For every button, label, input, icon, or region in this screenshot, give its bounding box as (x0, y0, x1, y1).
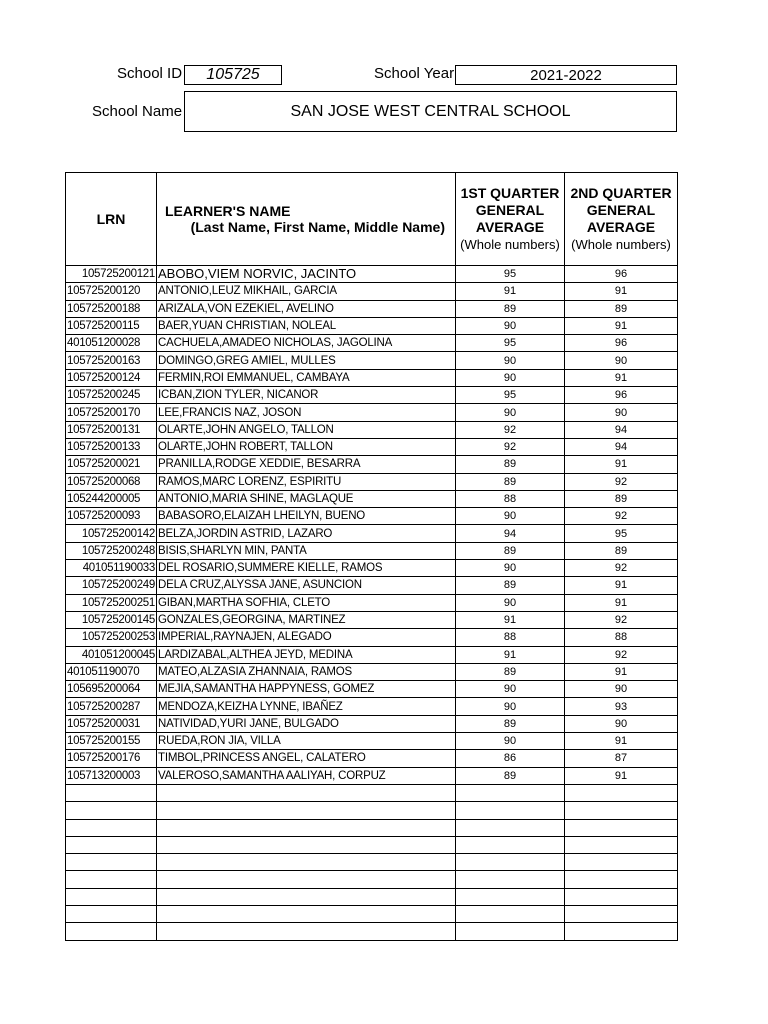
table-row (66, 438, 678, 455)
q2-average-cell[interactable]: 89 (565, 542, 678, 559)
empty-cell[interactable] (66, 854, 157, 871)
lrn-cell[interactable]: 401051190033 (66, 560, 157, 577)
empty-cell[interactable] (456, 905, 565, 922)
lrn-cell[interactable]: 105244200005 (66, 490, 157, 507)
q2-average-cell[interactable]: 88 (565, 629, 678, 646)
q1-average-cell[interactable]: 90 (456, 369, 565, 386)
school-id-field[interactable]: 105725 (184, 65, 282, 85)
learner-name-cell[interactable]: MENDOZA,KEIZHA LYNNE, IBAÑEZ (157, 698, 456, 715)
empty-cell[interactable] (456, 854, 565, 871)
q2-average-cell[interactable]: 91 (565, 594, 678, 611)
table-row (66, 300, 678, 317)
q2-average-cell[interactable]: 92 (565, 611, 678, 628)
learner-name-cell[interactable]: ANTONIO,MARIA SHINE, MAGLAQUE (157, 490, 456, 507)
learner-name-cell[interactable]: BAER,YUAN CHRISTIAN, NOLEAL (157, 317, 456, 334)
q2-average-cell[interactable]: 89 (565, 490, 678, 507)
empty-row (66, 784, 678, 801)
empty-row (66, 854, 678, 871)
learner-name-cell[interactable]: CACHUELA,AMADEO NICHOLAS, JAGOLINA (157, 335, 456, 352)
learner-name-cell[interactable]: PRANILLA,RODGE XEDDIE, BESARRA (157, 456, 456, 473)
lrn-cell[interactable]: 105725200115 (66, 317, 157, 334)
q1-average-cell[interactable]: 89 (456, 300, 565, 317)
learner-name-cell[interactable]: MEJIA,SAMANTHA HAPPYNESS, GOMEZ (157, 681, 456, 698)
school-name-label: School Name (92, 103, 183, 120)
lrn-cell[interactable]: 105725200249 (66, 577, 157, 594)
lrn-cell[interactable]: 105725200188 (66, 300, 157, 317)
empty-row (66, 802, 678, 819)
table-row (66, 335, 678, 352)
q1-average-cell[interactable]: 91 (456, 611, 565, 628)
empty-cell[interactable] (565, 871, 678, 888)
empty-row (66, 836, 678, 853)
school-year-field[interactable]: 2021-2022 (455, 65, 677, 85)
learner-name-cell[interactable]: MATEO,ALZASIA ZHANNAIA, RAMOS (157, 663, 456, 680)
table-row (66, 594, 678, 611)
empty-cell[interactable] (157, 888, 456, 905)
table-row (66, 283, 678, 300)
empty-cell[interactable] (66, 923, 157, 940)
table-row (66, 490, 678, 507)
empty-cell[interactable] (456, 819, 565, 836)
table-row (66, 560, 678, 577)
lrn-cell[interactable]: 105725200248 (66, 542, 157, 559)
learner-name-cell[interactable]: DOMINGO,GREG AMIEL, MULLES (157, 352, 456, 369)
grade-rows (66, 266, 678, 941)
table-row (66, 646, 678, 663)
q2-average-cell[interactable]: 91 (565, 317, 678, 334)
lrn-cell[interactable]: 105725200251 (66, 594, 157, 611)
empty-cell[interactable] (157, 905, 456, 922)
learner-name-cell[interactable]: ABOBO,VIEM NORVIC, JACINTO (157, 266, 456, 283)
learner-name-cell[interactable]: OLARTE,JOHN ROBERT, TALLON (157, 438, 456, 455)
q1-average-cell[interactable]: 89 (456, 663, 565, 680)
learner-name-cell[interactable]: RAMOS,MARC LORENZ, ESPIRITU (157, 473, 456, 490)
learner-name-cell[interactable]: ARIZALA,VON EZEKIEL, AVELINO (157, 300, 456, 317)
grades-table (65, 172, 678, 941)
table-row (66, 369, 678, 386)
lrn-cell[interactable]: 105725200021 (66, 456, 157, 473)
lrn-cell[interactable]: 105725200145 (66, 611, 157, 628)
q2-header-line1: 2ND QUARTER (570, 185, 672, 201)
q1-average-cell[interactable]: 88 (456, 490, 565, 507)
empty-cell[interactable] (66, 836, 157, 853)
q1-average-cell[interactable]: 90 (456, 698, 565, 715)
lrn-cell[interactable]: 105725200121 (66, 266, 157, 283)
lrn-cell[interactable]: 105725200120 (66, 283, 157, 300)
column-header-name-format: (Last Name, First Name, Middle Name) (190, 219, 445, 235)
q2-average-cell[interactable]: 92 (565, 646, 678, 663)
table-row (66, 542, 678, 559)
q2-average-cell[interactable]: 90 (565, 681, 678, 698)
table-row (66, 629, 678, 646)
q1-average-cell[interactable]: 95 (456, 266, 565, 283)
lrn-cell[interactable]: 105725200253 (66, 629, 157, 646)
learner-name-cell[interactable]: ICBAN,ZION TYLER, NICANOR (157, 387, 456, 404)
lrn-cell[interactable]: 105725200031 (66, 715, 157, 732)
column-header-q1-average (456, 173, 565, 266)
q1-average-cell[interactable]: 91 (456, 646, 565, 663)
empty-cell[interactable] (66, 802, 157, 819)
empty-cell[interactable] (565, 905, 678, 922)
empty-cell[interactable] (565, 784, 678, 801)
learner-name-cell[interactable]: BABASORO,ELAIZAH LHEILYN, BUENO (157, 508, 456, 525)
q1-average-cell[interactable]: 89 (456, 767, 565, 784)
table-row (66, 508, 678, 525)
table-row (66, 611, 678, 628)
q2-average-cell[interactable]: 91 (565, 663, 678, 680)
learner-name-cell[interactable]: ANTONIO,LEUZ MIKHAIL, GARCIA (157, 283, 456, 300)
learner-name-cell[interactable]: OLARTE,JOHN ANGELO, TALLON (157, 421, 456, 438)
q1-average-cell[interactable]: 90 (456, 352, 565, 369)
table-row (66, 750, 678, 767)
learner-name-cell[interactable]: LARDIZABAL,ALTHEA JEYD, MEDINA (157, 646, 456, 663)
empty-cell[interactable] (66, 905, 157, 922)
lrn-cell[interactable]: 105725200068 (66, 473, 157, 490)
empty-row (66, 888, 678, 905)
empty-cell[interactable] (157, 854, 456, 871)
q1-average-cell[interactable]: 90 (456, 404, 565, 421)
empty-cell[interactable] (66, 784, 157, 801)
empty-cell[interactable] (565, 923, 678, 940)
school-id-label: School ID (117, 65, 183, 82)
q2-average-cell[interactable]: 91 (565, 456, 678, 473)
table-row (66, 715, 678, 732)
school-name-field[interactable]: SAN JOSE WEST CENTRAL SCHOOL (184, 91, 677, 132)
table-row (66, 733, 678, 750)
empty-cell[interactable] (157, 836, 456, 853)
q1-header-line1: 1ST QUARTER (460, 185, 560, 201)
empty-cell[interactable] (456, 784, 565, 801)
q1-average-cell[interactable]: 90 (456, 317, 565, 334)
learner-name-cell[interactable]: IMPERIAL,RAYNAJEN, ALEGADO (157, 629, 456, 646)
q1-average-cell[interactable]: 90 (456, 508, 565, 525)
table-row (66, 698, 678, 715)
table-row (66, 266, 678, 283)
q2-average-cell[interactable]: 95 (565, 525, 678, 542)
lrn-cell[interactable]: 105725200124 (66, 369, 157, 386)
learner-name-cell[interactable]: FERMIN,ROI EMMANUEL, CAMBAYA (157, 369, 456, 386)
q2-header-line2: GENERAL (586, 202, 656, 218)
q2-average-cell[interactable]: 96 (565, 266, 678, 283)
q1-average-cell[interactable]: 90 (456, 733, 565, 750)
q2-average-cell[interactable]: 90 (565, 404, 678, 421)
lrn-cell[interactable]: 105725200176 (66, 750, 157, 767)
lrn-cell[interactable]: 105725200155 (66, 733, 157, 750)
q1-average-cell[interactable]: 90 (456, 594, 565, 611)
q2-average-cell[interactable]: 87 (565, 750, 678, 767)
column-header-lrn: LRN (66, 173, 157, 266)
table-row (66, 387, 678, 404)
q1-average-cell[interactable]: 89 (456, 473, 565, 490)
empty-cell[interactable] (456, 871, 565, 888)
lrn-cell[interactable]: 105725200142 (66, 525, 157, 542)
q2-header-note: (Whole numbers) (571, 237, 671, 252)
empty-row (66, 819, 678, 836)
lrn-cell[interactable]: 105725200245 (66, 387, 157, 404)
q2-average-cell[interactable]: 91 (565, 767, 678, 784)
empty-cell[interactable] (66, 819, 157, 836)
learner-name-cell[interactable]: BELZA,JORDIN ASTRID, LAZARO (157, 525, 456, 542)
empty-cell[interactable] (66, 888, 157, 905)
learner-name-cell[interactable]: DELA CRUZ,ALYSSA JANE, ASUNCION (157, 577, 456, 594)
learner-name-cell[interactable]: GIBAN,MARTHA SOFHIA, CLETO (157, 594, 456, 611)
q1-header-line3: AVERAGE (475, 219, 545, 235)
table-row (66, 421, 678, 438)
table-row (66, 473, 678, 490)
learner-name-cell[interactable]: NATIVIDAD,YURI JANE, BULGADO (157, 715, 456, 732)
lrn-cell[interactable]: 401051190070 (66, 663, 157, 680)
learner-name-cell[interactable]: TIMBOL,PRINCESS ANGEL, CALATERO (157, 750, 456, 767)
q2-average-cell[interactable]: 89 (565, 300, 678, 317)
q1-average-cell[interactable]: 89 (456, 715, 565, 732)
empty-cell[interactable] (565, 819, 678, 836)
q2-average-cell[interactable]: 92 (565, 508, 678, 525)
column-header-q2-average (565, 173, 678, 266)
q1-average-cell[interactable]: 90 (456, 560, 565, 577)
table-row (66, 681, 678, 698)
q2-average-cell[interactable]: 94 (565, 438, 678, 455)
table-row (66, 525, 678, 542)
lrn-cell[interactable]: 105725200093 (66, 508, 157, 525)
q2-average-cell[interactable]: 92 (565, 473, 678, 490)
q1-average-cell[interactable]: 89 (456, 577, 565, 594)
q2-average-cell[interactable]: 92 (565, 560, 678, 577)
empty-row (66, 871, 678, 888)
q1-average-cell[interactable]: 88 (456, 629, 565, 646)
q2-average-cell[interactable]: 90 (565, 715, 678, 732)
q1-average-cell[interactable]: 92 (456, 421, 565, 438)
learner-name-cell[interactable]: RUEDA,RON JIA, VILLA (157, 733, 456, 750)
learner-name-cell[interactable]: BISIS,SHARLYN MIN, PANTA (157, 542, 456, 559)
lrn-cell[interactable]: 401051200045 (66, 646, 157, 663)
column-header-name-title: LEARNER'S NAME (165, 203, 291, 219)
q2-average-cell[interactable]: 91 (565, 283, 678, 300)
q2-header-line3: AVERAGE (586, 219, 656, 235)
q1-average-cell[interactable]: 86 (456, 750, 565, 767)
empty-cell[interactable] (456, 836, 565, 853)
q2-average-cell[interactable]: 96 (565, 335, 678, 352)
table-row (66, 456, 678, 473)
table-row (66, 317, 678, 334)
q2-average-cell[interactable]: 91 (565, 369, 678, 386)
empty-cell[interactable] (565, 888, 678, 905)
learner-name-cell[interactable]: LEE,FRANCIS NAZ, JOSON (157, 404, 456, 421)
empty-cell[interactable] (456, 802, 565, 819)
q1-header-note: (Whole numbers) (460, 237, 560, 252)
learner-name-cell[interactable]: GONZALES,GEORGINA, MARTINEZ (157, 611, 456, 628)
q2-average-cell[interactable]: 90 (565, 352, 678, 369)
lrn-cell[interactable]: 105725200170 (66, 404, 157, 421)
empty-row (66, 923, 678, 940)
q2-average-cell[interactable]: 94 (565, 421, 678, 438)
empty-cell[interactable] (157, 923, 456, 940)
school-year-label: School Year (374, 65, 455, 82)
q1-average-cell[interactable]: 92 (456, 438, 565, 455)
empty-cell[interactable] (157, 784, 456, 801)
q1-average-cell[interactable]: 95 (456, 387, 565, 404)
q2-average-cell[interactable]: 93 (565, 698, 678, 715)
empty-cell[interactable] (157, 802, 456, 819)
empty-cell[interactable] (157, 871, 456, 888)
empty-cell[interactable] (565, 836, 678, 853)
lrn-cell[interactable]: 401051200028 (66, 335, 157, 352)
empty-cell[interactable] (456, 888, 565, 905)
empty-cell[interactable] (66, 871, 157, 888)
q2-average-cell[interactable]: 91 (565, 577, 678, 594)
header-row (66, 173, 678, 266)
empty-cell[interactable] (157, 819, 456, 836)
lrn-cell[interactable]: 105725200163 (66, 352, 157, 369)
table-row (66, 577, 678, 594)
learner-name-cell[interactable]: VALEROSO,SAMANTHA AALIYAH, CORPUZ (157, 767, 456, 784)
q1-average-cell[interactable]: 90 (456, 681, 565, 698)
q2-average-cell[interactable]: 91 (565, 733, 678, 750)
table-row (66, 663, 678, 680)
table-row (66, 404, 678, 421)
column-header-learner-name (157, 173, 456, 266)
lrn-cell[interactable]: 105725200287 (66, 698, 157, 715)
empty-cell[interactable] (456, 923, 565, 940)
q1-average-cell[interactable]: 89 (456, 456, 565, 473)
q1-header-line2: GENERAL (475, 202, 545, 218)
empty-cell[interactable] (565, 802, 678, 819)
learner-name-cell[interactable]: DEL ROSARIO,SUMMERE KIELLE, RAMOS (157, 560, 456, 577)
lrn-cell[interactable]: 105713200003 (66, 767, 157, 784)
empty-row (66, 905, 678, 922)
lrn-cell[interactable]: 105725200131 (66, 421, 157, 438)
q1-average-cell[interactable]: 91 (456, 283, 565, 300)
empty-cell[interactable] (565, 854, 678, 871)
table-row (66, 767, 678, 784)
q1-average-cell[interactable]: 94 (456, 525, 565, 542)
q1-average-cell[interactable]: 89 (456, 542, 565, 559)
lrn-cell[interactable]: 105725200133 (66, 438, 157, 455)
lrn-cell[interactable]: 105695200064 (66, 681, 157, 698)
q2-average-cell[interactable]: 96 (565, 387, 678, 404)
q1-average-cell[interactable]: 95 (456, 335, 565, 352)
table-row (66, 352, 678, 369)
